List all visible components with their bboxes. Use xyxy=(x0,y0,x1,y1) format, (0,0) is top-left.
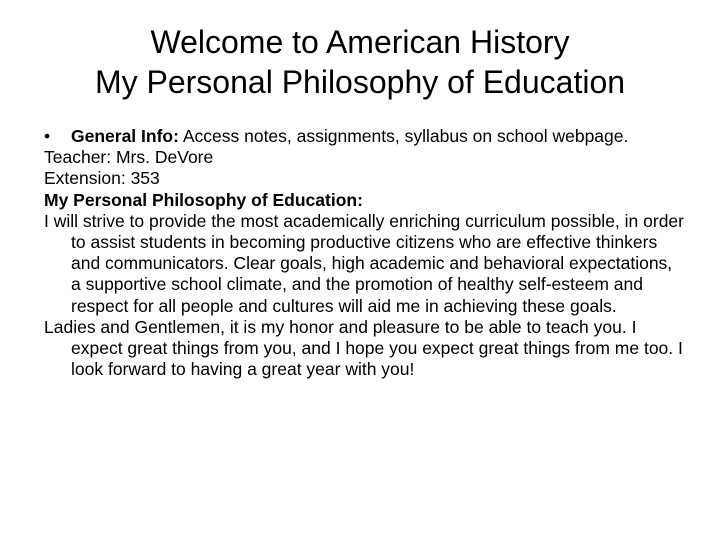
general-info-label: General Info: xyxy=(71,126,179,146)
title-line-2: My Personal Philosophy of Education xyxy=(94,64,626,100)
general-info-text: Access notes, assignments, syllabus on school webpage. xyxy=(178,126,629,146)
philosophy-heading-text: My Personal Philosophy of Education: xyxy=(44,189,363,210)
teacher-line: Teacher: Mrs. DeVore xyxy=(44,147,214,168)
title-line-1: Welcome to American History xyxy=(150,24,570,60)
closing-paragraph: Ladies and Gentlemen, it is my honor and pleasure to be able to teach you. I expect great things from you, and I hope you expect great things from me too. I look forward to having a great year with you! xyxy=(44,316,683,380)
philosophy-paragraph: I will strive to provide the most academically enriching curriculum possible, in order to assist students in becoming productive citizens who are effective thinkers and communicators. Clear goals, high academic and behavioral expectations, a supportive school climate, and the promotion of healthy self-esteem and respect for all people and cultures will aid me in achieving these goals. xyxy=(44,210,684,316)
slide-body xyxy=(44,126,684,380)
extension-line: Extension: 353 xyxy=(44,168,160,189)
bullet-icon: • xyxy=(44,126,51,146)
slide-title xyxy=(40,22,680,102)
philosophy-heading xyxy=(44,190,684,211)
general-info-paragraph xyxy=(44,126,684,147)
